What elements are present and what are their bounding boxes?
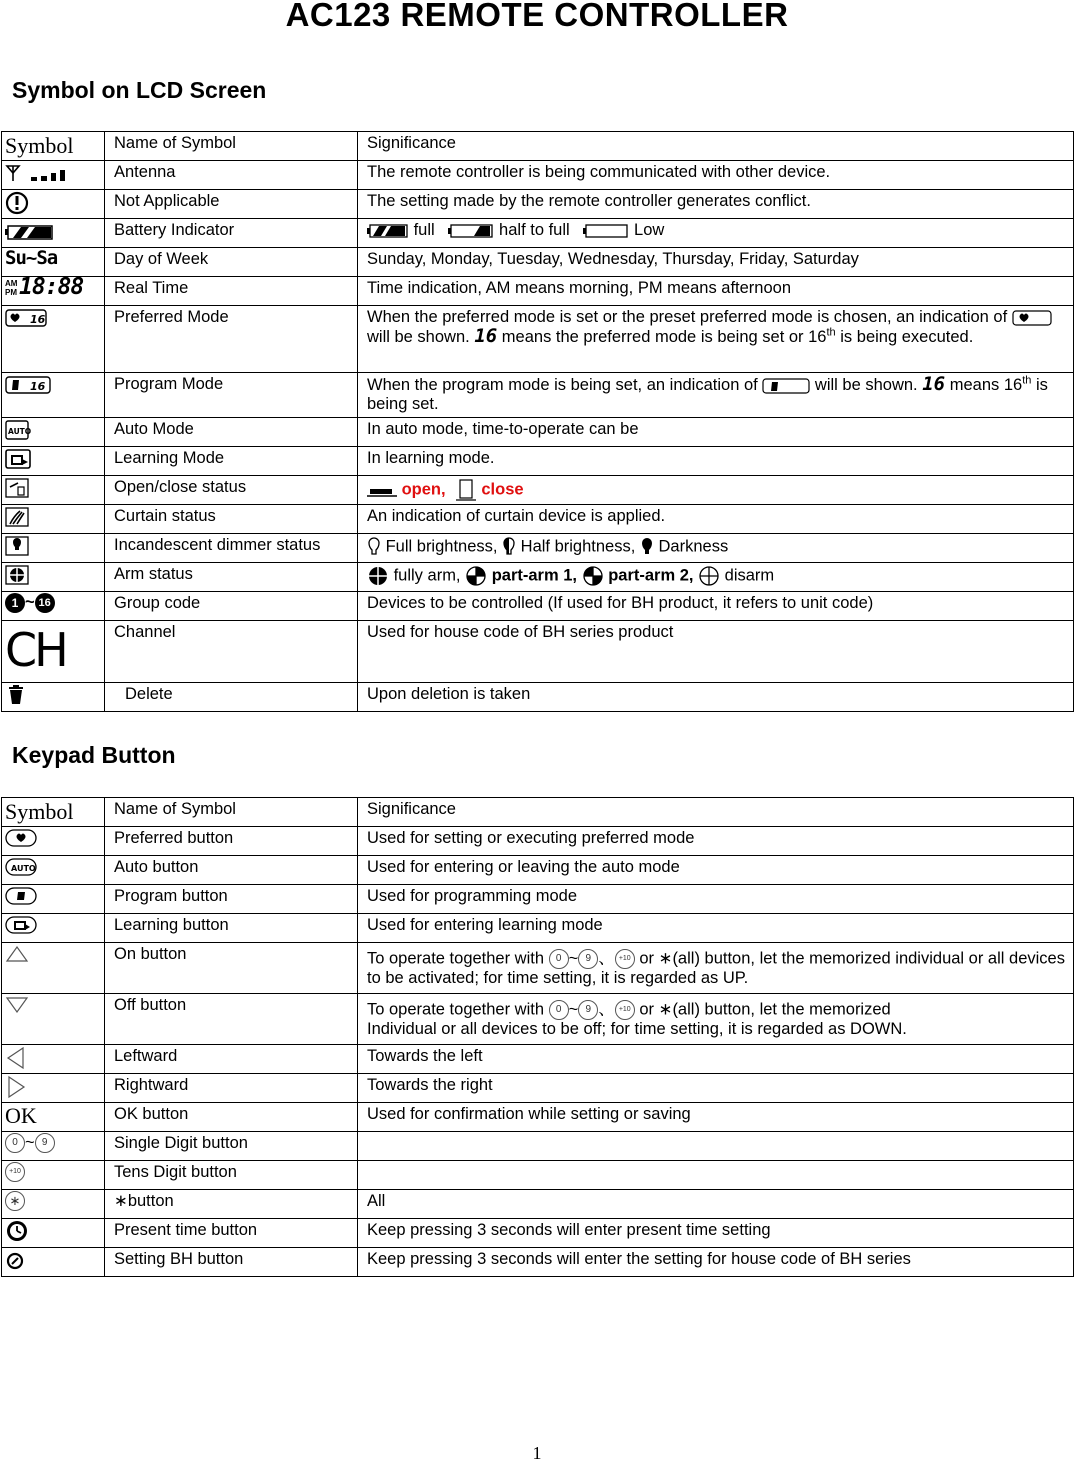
right-arrow-icon — [5, 1075, 27, 1099]
battery-low-icon — [583, 222, 629, 240]
row-name: Open/close status — [105, 476, 358, 505]
table-row — [2, 1103, 1074, 1132]
battery-full-icon — [367, 222, 409, 240]
row-name: Program button — [105, 885, 358, 914]
arm-status-icon — [5, 564, 31, 586]
program-sig-sup: th — [1022, 374, 1032, 387]
table-row — [2, 1190, 1074, 1219]
table-row — [2, 1161, 1074, 1190]
off-sig-a: To operate together with — [367, 1000, 545, 1019]
table-row — [2, 683, 1074, 712]
row-name: Incandescent dimmer status — [105, 534, 358, 563]
row-significance: Used for entering learning mode — [358, 914, 1074, 943]
row-name: OK button — [105, 1103, 358, 1132]
disarm-label: disarm — [724, 566, 775, 585]
table-row — [2, 373, 1074, 418]
preferred-button-icon — [5, 828, 39, 848]
row-significance: Towards the right — [358, 1074, 1074, 1103]
program-sig-c: means 16 — [949, 376, 1023, 394]
not-applicable-icon — [5, 191, 31, 215]
on-sig-b: or ∗(all) button, let the memorized individual or all devices to be activated; for time setting, it is regarded as UP. — [367, 949, 1065, 987]
table-row — [2, 994, 1074, 1045]
auto-mode-icon-text: AUTO — [8, 427, 31, 436]
lcd-symbol-table — [1, 131, 1074, 712]
lcd-section-heading: Symbol on LCD Screen — [12, 77, 267, 103]
row-name: Program Mode — [105, 373, 358, 418]
group-code-tilde: ~ — [25, 593, 35, 612]
dimmer-icon — [5, 535, 31, 557]
table-row — [2, 306, 1074, 373]
on-button-icon — [5, 944, 31, 964]
row-name: Rightward — [105, 1074, 358, 1103]
table-row — [2, 1074, 1074, 1103]
table-row — [2, 190, 1074, 219]
table-row — [2, 1132, 1074, 1161]
header-symbol: Symbol — [2, 798, 105, 827]
arm-part1-label: part-arm 1, — [491, 566, 577, 585]
table-row — [2, 1219, 1074, 1248]
bulb-half-label: Half brightness, — [520, 537, 636, 556]
lcd-16-icon-2: 16 — [922, 373, 946, 395]
battery-low-label: Low — [634, 221, 665, 239]
digit-sep: 、 — [598, 949, 615, 968]
bulb-dark-label: Darkness — [658, 537, 729, 556]
digit-ten-icon: +10 — [615, 949, 635, 969]
row-significance: Used for setting or executing preferred mode — [358, 827, 1074, 856]
ampm-icon: AM PM — [5, 278, 18, 297]
arm-part1-icon — [465, 565, 487, 587]
digit-nine-icon: 9 — [578, 1000, 598, 1020]
table-row — [2, 534, 1074, 563]
table-row — [2, 914, 1074, 943]
row-name: Arm status — [105, 563, 358, 592]
table-row — [2, 219, 1074, 248]
row-significance: Used for house code of BH series product — [358, 621, 1074, 683]
header-name: Name of Symbol — [105, 798, 358, 827]
table-header-row — [2, 132, 1074, 161]
row-name: Real Time — [105, 277, 358, 306]
header-significance: Significance — [358, 132, 1074, 161]
header-symbol: Symbol — [2, 132, 105, 161]
clock-icon — [5, 1220, 31, 1242]
real-time-icon: 18:88 — [19, 274, 84, 301]
preferred-sig-c: means the preferred mode is being set or 16 — [501, 328, 827, 346]
single-digit-zero-icon: 0 — [5, 1133, 25, 1153]
open-icon — [367, 481, 397, 499]
battery-full-label: full — [413, 221, 435, 239]
lcd-16-icon: 16 — [474, 325, 498, 347]
preferred-sig-b: will be shown. — [367, 328, 470, 346]
left-arrow-icon — [5, 1046, 27, 1070]
table-row — [2, 885, 1074, 914]
close-label: close — [481, 480, 524, 499]
close-icon — [455, 478, 477, 502]
program-indicator-icon — [762, 377, 810, 395]
row-name: Preferred button — [105, 827, 358, 856]
digit-sep: 、 — [598, 1000, 615, 1019]
row-name: Learning button — [105, 914, 358, 943]
tens-digit-icon: +10 — [5, 1162, 25, 1182]
program-button-icon — [5, 886, 39, 906]
heart-indicator-icon — [1012, 309, 1052, 327]
header-significance: Significance — [358, 798, 1074, 827]
table-row — [2, 505, 1074, 534]
auto-button-icon — [5, 857, 39, 877]
row-significance: Used for programming mode — [358, 885, 1074, 914]
program-sig-d: is being set. — [367, 376, 1048, 413]
table-header-row — [2, 798, 1074, 827]
learning-button-icon — [5, 915, 39, 935]
row-significance: Used for entering or leaving the auto mode — [358, 856, 1074, 885]
row-name: Antenna — [105, 161, 358, 190]
table-row — [2, 1248, 1074, 1277]
on-sig-a: To operate together with — [367, 949, 545, 968]
row-significance — [358, 1132, 1074, 1161]
row-name: Day of Week — [105, 248, 358, 277]
arm-part2-label: part-arm 2, — [608, 566, 694, 585]
curtain-icon — [5, 506, 31, 528]
disarm-icon — [698, 565, 720, 587]
preferred-number-icon: 16 — [30, 313, 46, 326]
off-sig-c: Individual or all devices to be off; for time setting, it is regarded as DOWN. — [367, 1020, 907, 1038]
open-close-icon — [5, 477, 31, 499]
preferred-mode-icon — [5, 307, 49, 329]
row-significance: In auto mode, time-to-operate can be — [358, 418, 1074, 447]
row-significance: Keep pressing 3 seconds will enter present time setting — [358, 1219, 1074, 1248]
arm-full-label: fully arm, — [393, 566, 461, 585]
row-significance: All — [358, 1190, 1074, 1219]
table-row — [2, 827, 1074, 856]
row-name: Not Applicable — [105, 190, 358, 219]
page-title: AC123 REMOTE CONTROLLER — [285, 0, 789, 33]
table-row — [2, 1045, 1074, 1074]
auto-mode-icon — [5, 419, 31, 441]
program-sig-b: will be shown. — [814, 376, 918, 394]
digit-nine-icon: 9 — [578, 949, 598, 969]
table-row — [2, 592, 1074, 621]
open-label: open, — [401, 480, 446, 499]
row-name: Auto button — [105, 856, 358, 885]
table-row — [2, 277, 1074, 306]
digit-tilde: ~ — [568, 1000, 579, 1019]
bulb-half-icon — [502, 536, 516, 558]
group-code-end-icon: 16 — [35, 593, 55, 613]
table-row — [2, 161, 1074, 190]
preferred-sig-a: When the preferred mode is set or the preset preferred mode is chosen, an indication of — [367, 308, 1008, 326]
row-name: Learning Mode — [105, 447, 358, 476]
preferred-sig-sup: th — [826, 326, 836, 339]
battery-half-label: half to full — [499, 221, 570, 239]
row-name: On button — [105, 943, 358, 994]
group-code-start-icon: 1 — [5, 593, 25, 613]
table-row — [2, 447, 1074, 476]
row-name: Group code — [105, 592, 358, 621]
single-digit-nine-icon: 9 — [35, 1133, 55, 1153]
auto-button-icon-text: AUTO — [11, 864, 36, 873]
table-row — [2, 621, 1074, 683]
table-row — [2, 418, 1074, 447]
page-number: 1 — [532, 1443, 542, 1463]
row-significance: An indication of curtain device is applied. — [358, 505, 1074, 534]
row-significance: Time indication, AM means morning, PM means afternoon — [358, 277, 1074, 306]
off-sig-b: or ∗(all) button, let the memorized — [639, 1000, 891, 1019]
row-name: Preferred Mode — [105, 306, 358, 373]
row-significance: The remote controller is being communicated with other device. — [358, 161, 1074, 190]
row-significance: Sunday, Monday, Tuesday, Wednesday, Thursday, Friday, Saturday — [358, 248, 1074, 277]
row-significance: Upon deletion is taken — [358, 683, 1074, 712]
row-significance: In learning mode. — [358, 447, 1074, 476]
keypad-section-heading: Keypad Button — [12, 742, 176, 768]
digit-zero-icon: 0 — [549, 949, 569, 969]
table-row — [2, 943, 1074, 994]
off-button-icon — [5, 995, 31, 1015]
row-name: Auto Mode — [105, 418, 358, 447]
digit-zero-icon: 0 — [549, 1000, 569, 1020]
delete-icon — [5, 684, 27, 706]
bulb-full-label: Full brightness, — [385, 537, 498, 556]
program-sig-a: When the program mode is being set, an indication of — [367, 376, 758, 394]
preferred-sig-d: is being executed. — [840, 328, 974, 346]
channel-icon: CH — [5, 623, 66, 677]
table-row — [2, 248, 1074, 277]
row-name: Curtain status — [105, 505, 358, 534]
row-significance: Devices to be controlled (If used for BH product, it refers to unit code) — [358, 592, 1074, 621]
row-name: Off button — [105, 994, 358, 1045]
antenna-icon — [5, 162, 80, 184]
row-significance — [358, 1161, 1074, 1190]
single-digit-tilde: ~ — [25, 1133, 35, 1152]
ok-button-icon: OK — [2, 1103, 105, 1132]
table-row — [2, 563, 1074, 592]
setting-bh-icon — [5, 1249, 27, 1271]
bulb-dark-icon — [640, 536, 654, 558]
arm-full-icon — [367, 565, 389, 587]
row-name: Channel — [105, 621, 358, 683]
digit-tilde: ~ — [568, 949, 579, 968]
row-name: ∗button — [105, 1190, 358, 1219]
program-mode-icon — [5, 374, 53, 396]
row-name: Tens Digit button — [105, 1161, 358, 1190]
row-significance: Keep pressing 3 seconds will enter the setting for house code of BH series — [358, 1248, 1074, 1277]
table-row — [2, 476, 1074, 505]
table-row — [2, 856, 1074, 885]
row-significance: Towards the left — [358, 1045, 1074, 1074]
program-number-icon: 16 — [30, 380, 46, 393]
row-name: Present time button — [105, 1219, 358, 1248]
row-name: Battery Indicator — [105, 219, 358, 248]
digit-ten-icon: +10 — [615, 1000, 635, 1020]
bulb-full-icon — [367, 536, 381, 558]
header-name: Name of Symbol — [105, 132, 358, 161]
battery-icon — [5, 220, 57, 242]
row-name: Delete — [105, 683, 358, 712]
row-significance: Used for confirmation while setting or saving — [358, 1103, 1074, 1132]
battery-half-icon — [448, 222, 494, 240]
keypad-table — [1, 797, 1074, 1277]
row-name: Setting BH button — [105, 1248, 358, 1277]
row-significance: The setting made by the remote controller generates conflict. — [358, 190, 1074, 219]
row-name: Single Digit button — [105, 1132, 358, 1161]
arm-part2-icon — [582, 565, 604, 587]
group-code-icon — [5, 593, 55, 611]
day-of-week-icon: Su~Sa — [5, 247, 58, 269]
learning-mode-icon — [5, 448, 33, 470]
all-button-icon: ∗ — [5, 1191, 25, 1211]
row-name: Leftward — [105, 1045, 358, 1074]
